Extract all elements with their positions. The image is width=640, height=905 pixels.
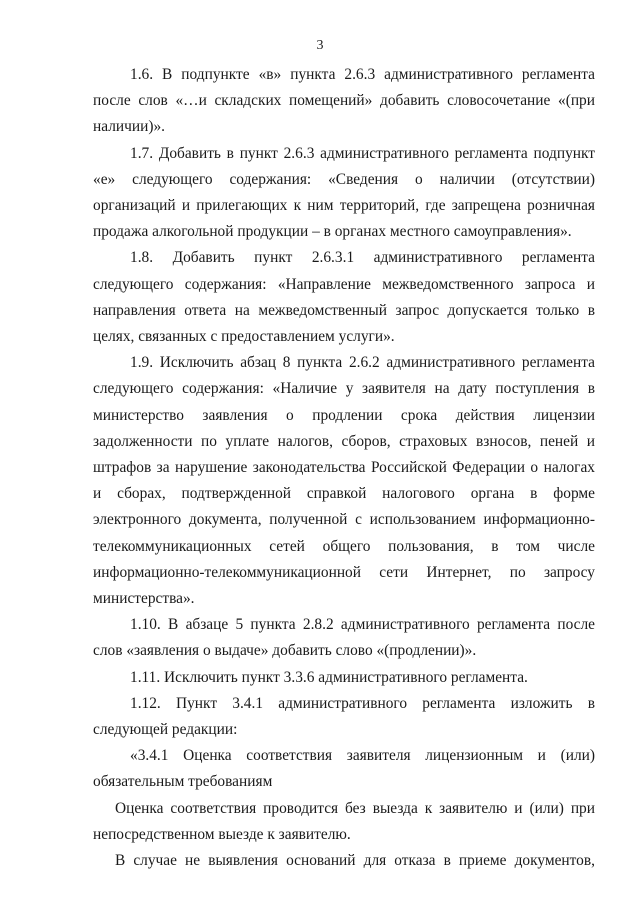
paragraph-1-11: 1.11. Исключить пункт 3.3.6 административного регламента.	[130, 668, 528, 686]
paragraph-1-9: 1.9. Исключить абзац 8 пункта 2.6.2 административного регламента следующего содержания: «Наличие у заявителя на дату поступления в министерство заявления о продлении срока действия лицензии задолженности по уплате налогов, сборов, страховых взносов, пеней и штрафов за нарушение законодательства Российской Федерации о налогах и сборах, подтвержденной справкой налогового органа в форме электронного документа, полученной с использованием информационно-телекоммуникационных сетей общего пользования, в том числе информационно-телекоммуникационной сети Интернет, по запросу министерства».	[93, 354, 595, 608]
paragraph-assessment: Оценка соответствия проводится без выезда к заявителю и (или) при непосредственном выезде к заявителю.	[93, 799, 595, 843]
quoted-section-heading: «3.4.1 Оценка соответствия заявителя лицензионным и (или) обязательным требованиям	[93, 747, 595, 791]
paragraph-1-7: 1.7. Добавить в пункт 2.6.3 административного регламента подпункт «е» следующего содержания: «Сведения о наличии (отсутствии) организаций и прилегающих к ним территорий, где запрещена розничная продажа алкогольной продукции – в органах местного самоуправления».	[93, 144, 595, 241]
paragraph-1-12: 1.12. Пункт 3.4.1 административного регламента изложить в следующей редакции:	[93, 694, 595, 739]
paragraph-1-8: 1.8. Добавить пункт 2.6.3.1 административного регламента следующего содержания: «Направление межведомственного запроса и направления ответа на межведомственный запрос допускается только в целях, связанных с предоставлением услуги».	[93, 249, 595, 346]
paragraph-1-10: 1.10. В абзаце 5 пункта 2.8.2 административного регламента после слов «заявления о выдаче» добавить слово «(продлении)».	[93, 616, 595, 660]
document-body	[93, 62, 595, 874]
paragraph-1-6: 1.6. В подпункте «в» пункта 2.6.3 административного регламента после слов «…и складских помещений» добавить словосочетание «(при наличии)».	[93, 66, 595, 136]
page-number: 3	[316, 38, 324, 53]
paragraph-continued: В случае не выявления оснований для отказа в приеме документов,	[115, 852, 595, 870]
